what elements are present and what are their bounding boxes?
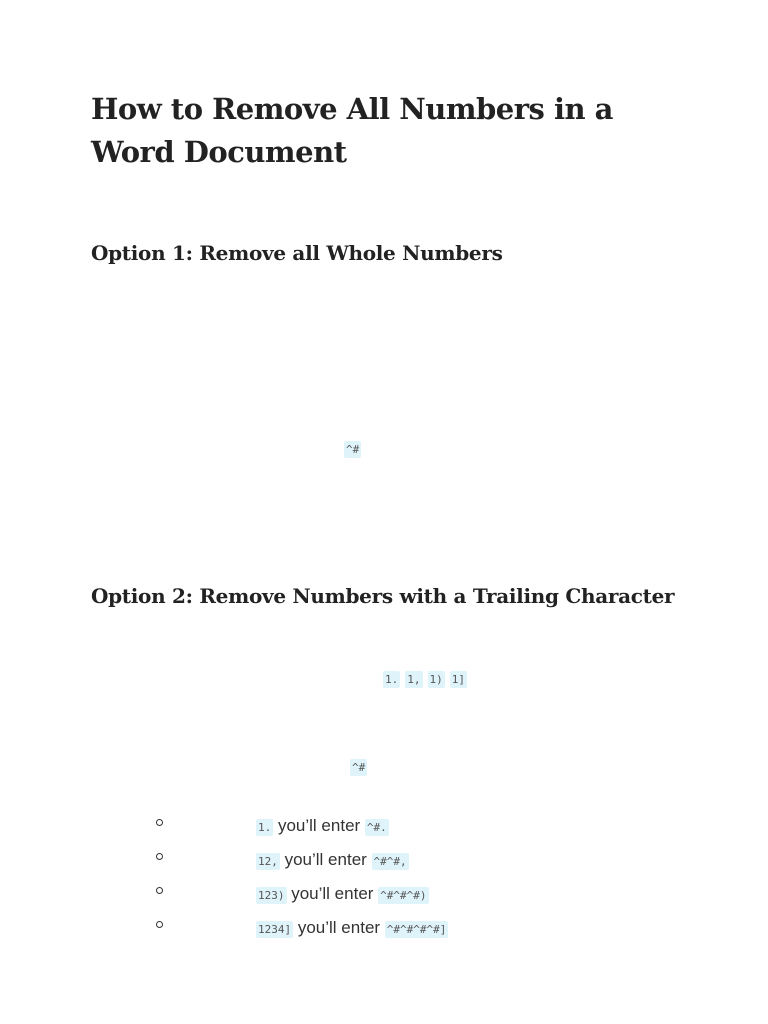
example-code: 1] xyxy=(451,673,465,686)
example-code: 1) xyxy=(429,673,443,686)
pattern-code: ^#^#, xyxy=(373,855,407,868)
list-item-text xyxy=(256,812,389,842)
example-code: 1234] xyxy=(258,923,292,936)
option2-code-block xyxy=(350,758,367,776)
option2-heading: Option 2: Remove Numbers with a Trailing Character xyxy=(91,584,675,608)
list-item-label: you’ll enter xyxy=(273,816,365,835)
list-item-label: you’ll enter xyxy=(279,850,372,869)
list-item-label: you’ll enter xyxy=(286,884,379,903)
bullet-icon xyxy=(156,921,163,928)
pattern-code: ^#^#^#^#] xyxy=(386,923,447,936)
example-code: 12, xyxy=(258,855,278,868)
example-code: 1. xyxy=(385,673,399,686)
option1-heading: Option 1: Remove all Whole Numbers xyxy=(91,241,503,265)
option2-code: ^# xyxy=(352,761,366,774)
example-code: 1. xyxy=(258,821,272,834)
list-item xyxy=(0,812,768,842)
list-item xyxy=(0,914,768,944)
bullet-icon xyxy=(156,819,163,826)
pattern-code: ^#^#^#) xyxy=(380,889,427,902)
pattern-code: ^#. xyxy=(366,821,387,834)
list-item xyxy=(0,846,768,876)
bullet-icon xyxy=(156,853,163,860)
list-item-text xyxy=(256,914,448,944)
list-item-label: you’ll enter xyxy=(293,918,385,937)
option2-examples xyxy=(383,670,472,688)
list-item xyxy=(0,880,768,910)
page-title: How to Remove All Numbers in a Word Document xyxy=(91,92,613,169)
list-item-text xyxy=(256,846,409,876)
example-code: 1, xyxy=(407,673,421,686)
example-code: 123) xyxy=(258,889,285,902)
option1-code: ^# xyxy=(346,443,360,456)
list-item-text xyxy=(256,880,429,910)
bullet-icon xyxy=(156,887,163,894)
option1-code-block xyxy=(344,440,361,458)
